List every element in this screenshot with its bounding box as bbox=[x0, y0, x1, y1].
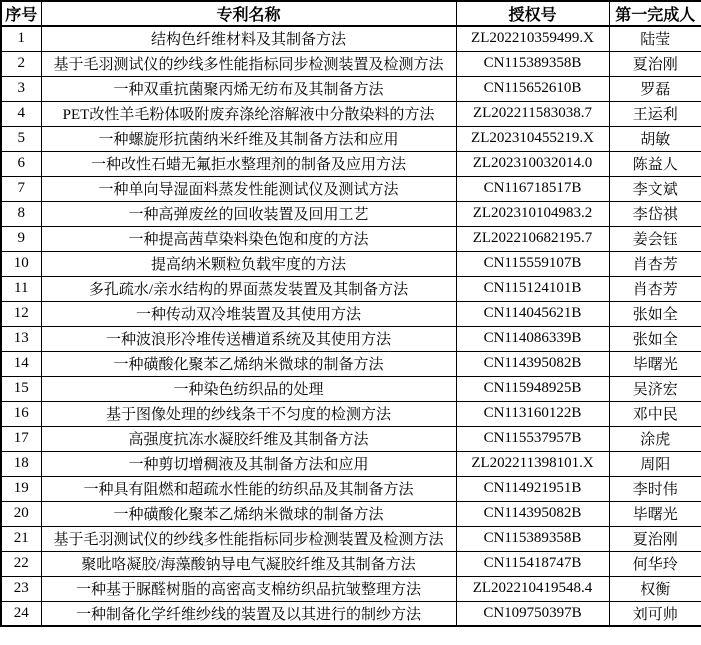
row-number-cell: 11 bbox=[1, 276, 41, 301]
grant-number-cell: CN115418747B bbox=[456, 551, 609, 576]
grant-number-cell: CN115389358B bbox=[456, 51, 609, 76]
grant-number-cell: CN115652610B bbox=[456, 76, 609, 101]
grant-number-cell: ZL202210682195.7 bbox=[456, 226, 609, 251]
inventor-cell: 涂虎 bbox=[609, 426, 701, 451]
row-number-cell: 22 bbox=[1, 551, 41, 576]
table-row bbox=[1, 551, 701, 576]
column-header-person: 第一完成人 bbox=[609, 1, 701, 26]
row-number-cell: 20 bbox=[1, 501, 41, 526]
patent-name-cell: 一种提高茜草染料染色饱和度的方法 bbox=[41, 226, 456, 251]
patent-name-cell: 一种螺旋形抗菌纳米纤维及其制备方法和应用 bbox=[41, 126, 456, 151]
patent-name-cell: 一种具有阻燃和超疏水性能的纺织品及其制备方法 bbox=[41, 476, 456, 501]
row-number-cell: 24 bbox=[1, 601, 41, 626]
table-row bbox=[1, 276, 701, 301]
patent-name-cell: 一种基于脲醛树脂的高密高支棉纺织品抗皱整理方法 bbox=[41, 576, 456, 601]
row-number-cell: 18 bbox=[1, 451, 41, 476]
grant-number-cell: ZL202210359499.X bbox=[456, 26, 609, 51]
grant-number-cell: ZL202210419548.4 bbox=[456, 576, 609, 601]
grant-number-cell: CN115559107B bbox=[456, 251, 609, 276]
patent-name-cell: 聚吡咯凝胶/海藻酸钠导电气凝胶纤维及其制备方法 bbox=[41, 551, 456, 576]
grant-number-cell: ZL202211398101.X bbox=[456, 451, 609, 476]
patent-name-cell: 一种磺酸化聚苯乙烯纳米微球的制备方法 bbox=[41, 501, 456, 526]
row-number-cell: 10 bbox=[1, 251, 41, 276]
patent-name-cell: 提高纳米颗粒负载牢度的方法 bbox=[41, 251, 456, 276]
table-row bbox=[1, 126, 701, 151]
row-number-cell: 4 bbox=[1, 101, 41, 126]
inventor-cell: 张如全 bbox=[609, 326, 701, 351]
patent-name-cell: 结构色纤维材料及其制备方法 bbox=[41, 26, 456, 51]
grant-number-cell: CN109750397B bbox=[456, 601, 609, 626]
column-header-name: 专利名称 bbox=[41, 1, 456, 26]
patent-name-cell: 基于毛羽测试仪的纱线多性能指标同步检测装置及检测方法 bbox=[41, 51, 456, 76]
patent-name-cell: 一种制备化学纤维纱线的装置及以其进行的制纱方法 bbox=[41, 601, 456, 626]
table-row bbox=[1, 76, 701, 101]
inventor-cell: 胡敏 bbox=[609, 126, 701, 151]
table-row bbox=[1, 226, 701, 251]
patent-name-cell: PET改性羊毛粉体吸附废弃涤纶溶解液中分散染料的方法 bbox=[41, 101, 456, 126]
inventor-cell: 李时伟 bbox=[609, 476, 701, 501]
inventor-cell: 刘可帅 bbox=[609, 601, 701, 626]
patent-table-header bbox=[1, 1, 701, 26]
inventor-cell: 毕曙光 bbox=[609, 351, 701, 376]
row-number-cell: 2 bbox=[1, 51, 41, 76]
table-row bbox=[1, 151, 701, 176]
grant-number-cell: CN115948925B bbox=[456, 376, 609, 401]
row-number-cell: 3 bbox=[1, 76, 41, 101]
table-row bbox=[1, 51, 701, 76]
table-row bbox=[1, 326, 701, 351]
table-row bbox=[1, 201, 701, 226]
patent-name-cell: 高强度抗冻水凝胶纤维及其制备方法 bbox=[41, 426, 456, 451]
inventor-cell: 夏治刚 bbox=[609, 51, 701, 76]
table-row bbox=[1, 176, 701, 201]
grant-number-cell: ZL202310032014.0 bbox=[456, 151, 609, 176]
table-row bbox=[1, 476, 701, 501]
grant-number-cell: CN114395082B bbox=[456, 351, 609, 376]
table-row bbox=[1, 501, 701, 526]
grant-number-cell: CN114045621B bbox=[456, 301, 609, 326]
grant-number-cell: CN114395082B bbox=[456, 501, 609, 526]
inventor-cell: 权衡 bbox=[609, 576, 701, 601]
patent-name-cell: 一种双重抗菌聚丙烯无纺布及其制备方法 bbox=[41, 76, 456, 101]
row-number-cell: 17 bbox=[1, 426, 41, 451]
inventor-cell: 姜会钰 bbox=[609, 226, 701, 251]
table-row bbox=[1, 526, 701, 551]
row-number-cell: 15 bbox=[1, 376, 41, 401]
header-row bbox=[1, 1, 701, 26]
inventor-cell: 陆莹 bbox=[609, 26, 701, 51]
row-number-cell: 12 bbox=[1, 301, 41, 326]
patent-name-cell: 多孔疏水/亲水结构的界面蒸发装置及其制备方法 bbox=[41, 276, 456, 301]
grant-number-cell: ZL202211583038.7 bbox=[456, 101, 609, 126]
grant-number-cell: ZL202310455219.X bbox=[456, 126, 609, 151]
column-header-number: 授权号 bbox=[456, 1, 609, 26]
table-row bbox=[1, 451, 701, 476]
row-number-cell: 8 bbox=[1, 201, 41, 226]
inventor-cell: 毕曙光 bbox=[609, 501, 701, 526]
column-header-no: 序号 bbox=[1, 1, 41, 26]
inventor-cell: 李岱祺 bbox=[609, 201, 701, 226]
table-row bbox=[1, 401, 701, 426]
grant-number-cell: ZL202310104983.2 bbox=[456, 201, 609, 226]
patent-name-cell: 一种剪切增稠液及其制备方法和应用 bbox=[41, 451, 456, 476]
patent-name-cell: 基于毛羽测试仪的纱线多性能指标同步检测装置及检测方法 bbox=[41, 526, 456, 551]
inventor-cell: 陈益人 bbox=[609, 151, 701, 176]
row-number-cell: 6 bbox=[1, 151, 41, 176]
table-row bbox=[1, 426, 701, 451]
inventor-cell: 吴济宏 bbox=[609, 376, 701, 401]
inventor-cell: 李文斌 bbox=[609, 176, 701, 201]
patent-name-cell: 一种波浪形冷堆传送槽道系统及其使用方法 bbox=[41, 326, 456, 351]
grant-number-cell: CN116718517B bbox=[456, 176, 609, 201]
patent-name-cell: 一种染色纺织品的处理 bbox=[41, 376, 456, 401]
grant-number-cell: CN113160122B bbox=[456, 401, 609, 426]
row-number-cell: 14 bbox=[1, 351, 41, 376]
row-number-cell: 7 bbox=[1, 176, 41, 201]
row-number-cell: 19 bbox=[1, 476, 41, 501]
row-number-cell: 13 bbox=[1, 326, 41, 351]
patent-name-cell: 一种传动双冷堆装置及其使用方法 bbox=[41, 301, 456, 326]
table-row bbox=[1, 101, 701, 126]
row-number-cell: 1 bbox=[1, 26, 41, 51]
table-row bbox=[1, 576, 701, 601]
patent-name-cell: 一种高弹废丝的回收装置及回用工艺 bbox=[41, 201, 456, 226]
table-row bbox=[1, 376, 701, 401]
row-number-cell: 5 bbox=[1, 126, 41, 151]
table-row bbox=[1, 601, 701, 626]
table-row bbox=[1, 351, 701, 376]
table-row bbox=[1, 26, 701, 51]
grant-number-cell: CN114921951B bbox=[456, 476, 609, 501]
inventor-cell: 邓中民 bbox=[609, 401, 701, 426]
row-number-cell: 23 bbox=[1, 576, 41, 601]
patent-name-cell: 一种改性石蜡无氟拒水整理剂的制备及应用方法 bbox=[41, 151, 456, 176]
patent-name-cell: 基于图像处理的纱线条干不匀度的检测方法 bbox=[41, 401, 456, 426]
table-row bbox=[1, 251, 701, 276]
grant-number-cell: CN115537957B bbox=[456, 426, 609, 451]
inventor-cell: 王运利 bbox=[609, 101, 701, 126]
inventor-cell: 张如全 bbox=[609, 301, 701, 326]
inventor-cell: 何华玲 bbox=[609, 551, 701, 576]
inventor-cell: 肖杏芳 bbox=[609, 251, 701, 276]
row-number-cell: 9 bbox=[1, 226, 41, 251]
inventor-cell: 周阳 bbox=[609, 451, 701, 476]
patent-name-cell: 一种磺酸化聚苯乙烯纳米微球的制备方法 bbox=[41, 351, 456, 376]
patent-table-body bbox=[1, 26, 701, 626]
grant-number-cell: CN114086339B bbox=[456, 326, 609, 351]
inventor-cell: 夏治刚 bbox=[609, 526, 701, 551]
patent-name-cell: 一种单向导湿面料蒸发性能测试仪及测试方法 bbox=[41, 176, 456, 201]
grant-number-cell: CN115389358B bbox=[456, 526, 609, 551]
row-number-cell: 16 bbox=[1, 401, 41, 426]
grant-number-cell: CN115124101B bbox=[456, 276, 609, 301]
inventor-cell: 罗磊 bbox=[609, 76, 701, 101]
table-row bbox=[1, 301, 701, 326]
inventor-cell: 肖杏芳 bbox=[609, 276, 701, 301]
row-number-cell: 21 bbox=[1, 526, 41, 551]
